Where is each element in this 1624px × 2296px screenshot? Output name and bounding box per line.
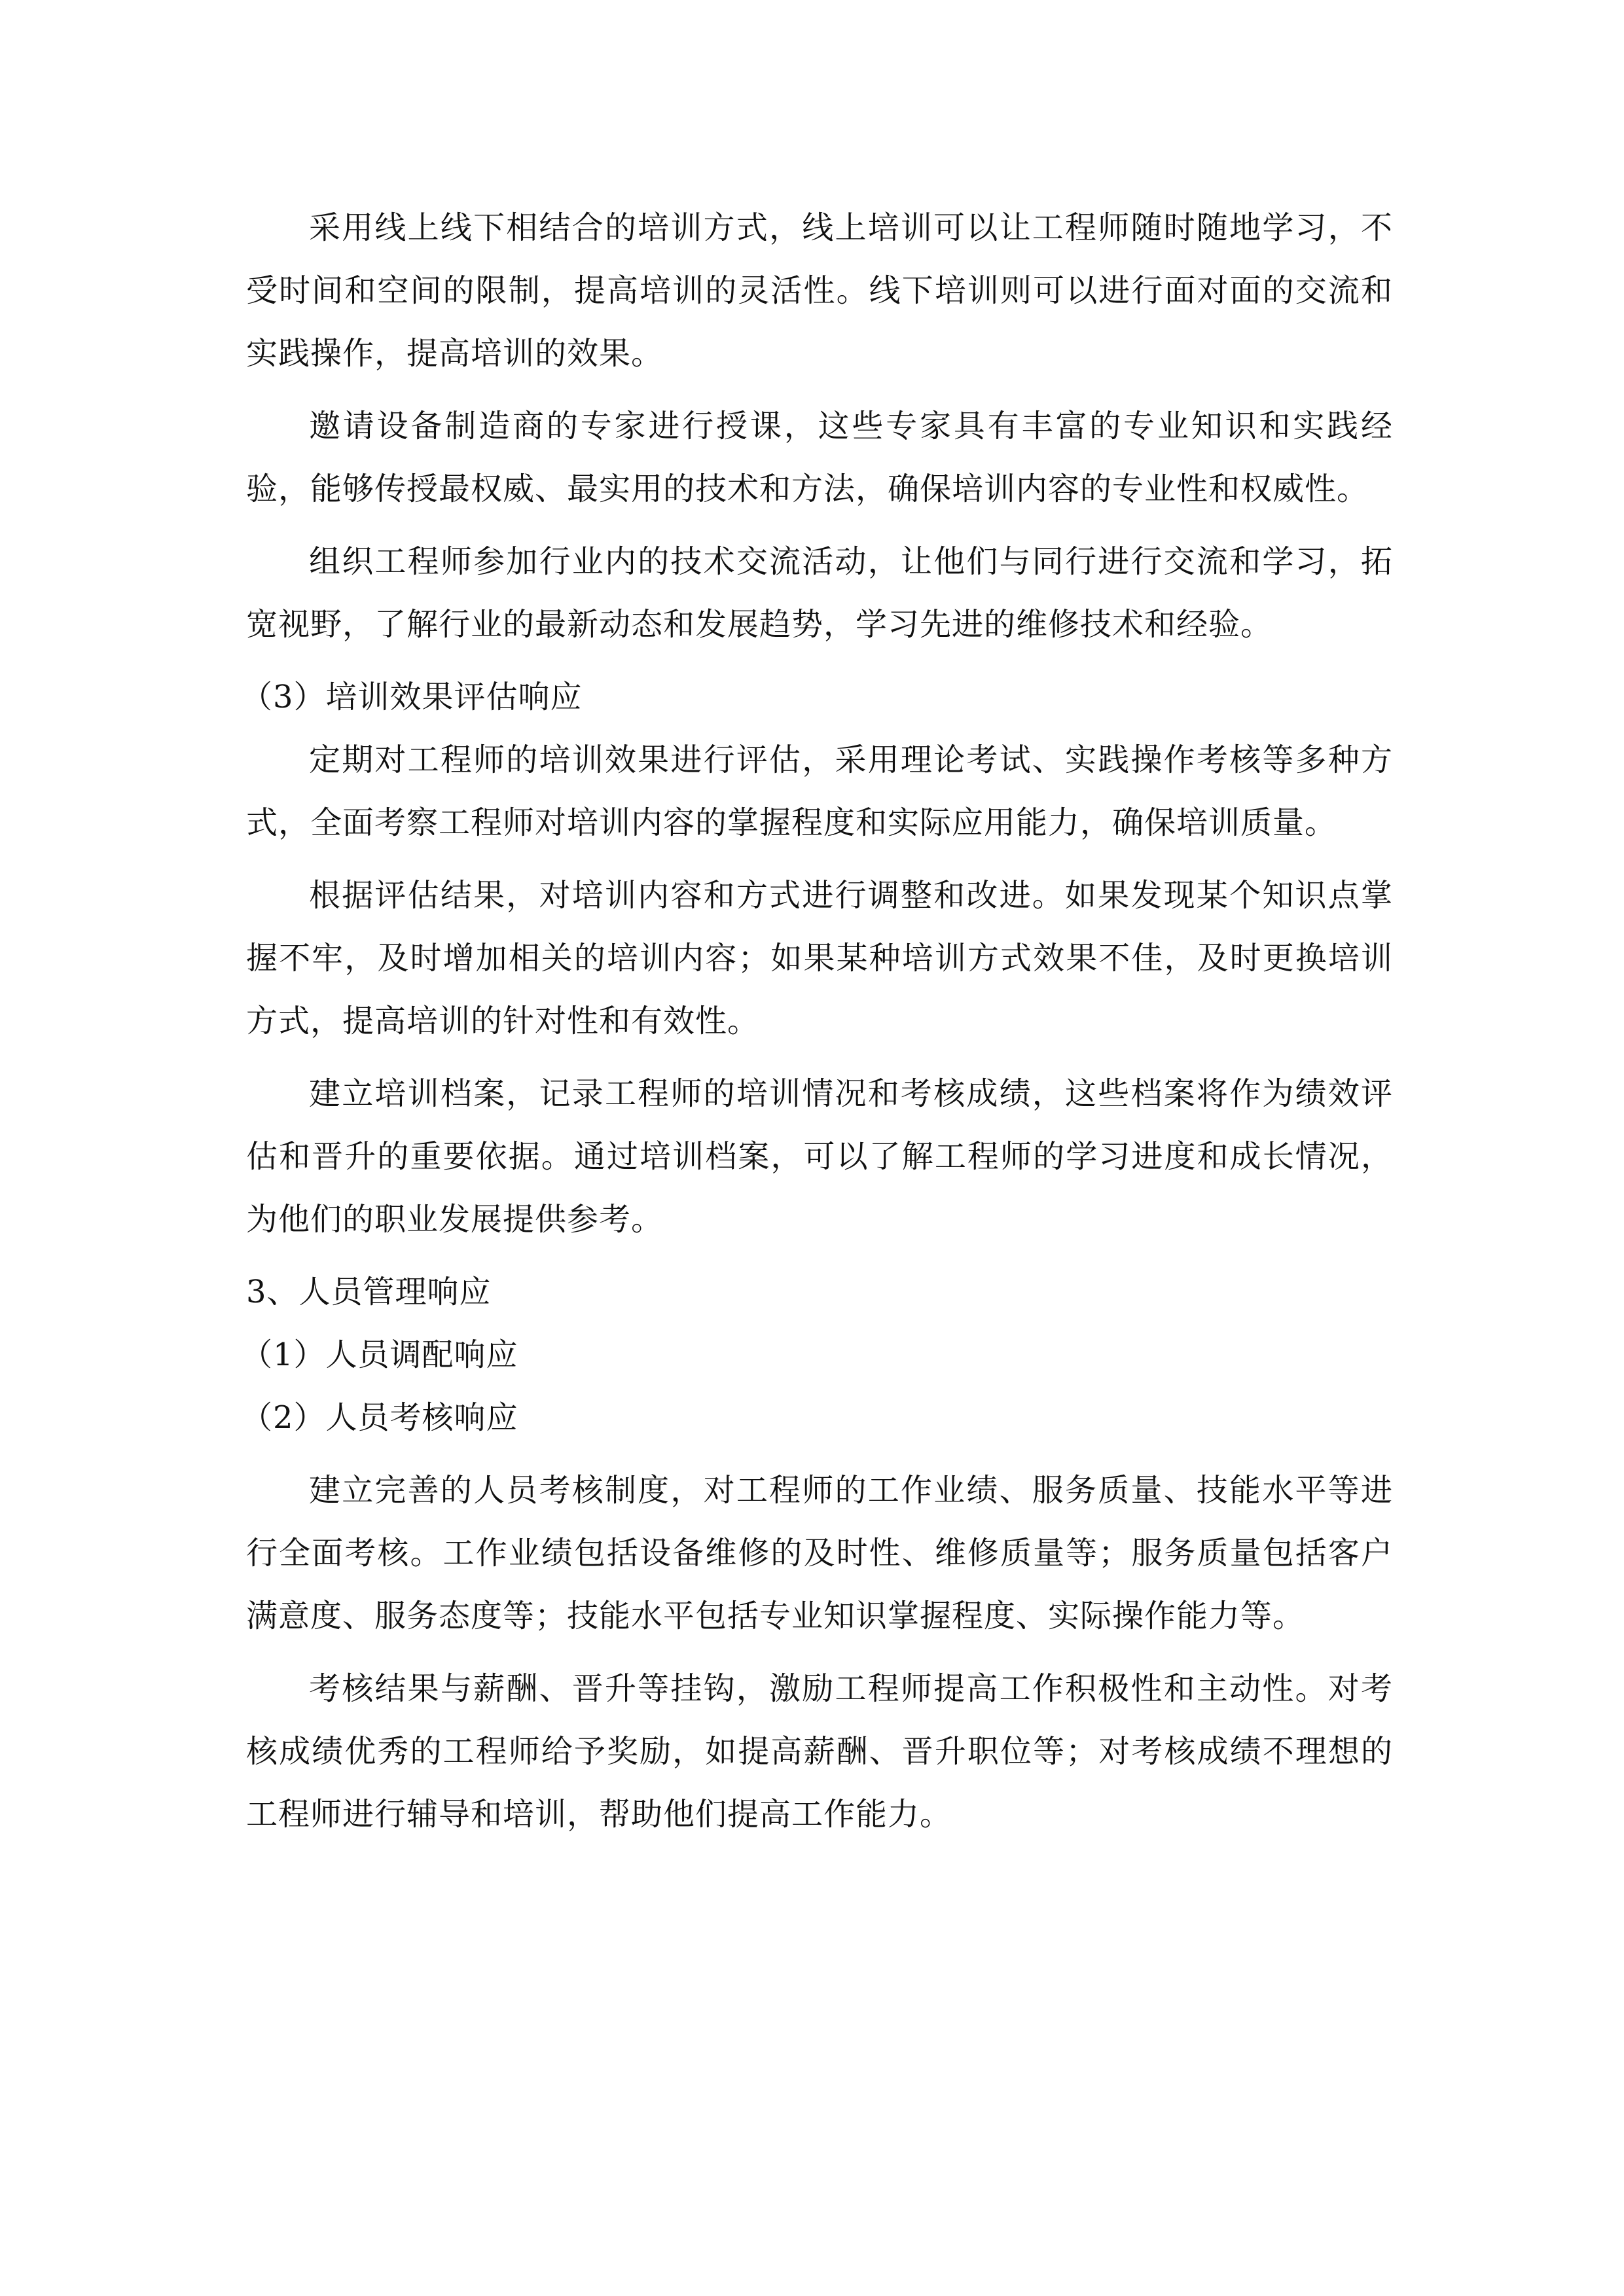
heading-training-evaluation: （3）培训效果评估响应 <box>241 679 583 715</box>
paragraph-periodic-evaluation: 定期对工程师的培训效果进行评估，采用理论考试、实践操作考核等多种方式，全面考察工程师对培训内容的掌握程度和实际应用能力，确保培训质量。 <box>246 742 1393 841</box>
paragraph-assessment-incentive: 考核结果与薪酬、晋升等挂钩，激励工程师提高工作积极性和主动性。对考核成绩优秀的工程师给予奖励，如提高薪酬、晋升职位等；对考核成绩不理想的工程师进行辅导和培训，帮助他们提高工作能力。 <box>246 1670 1393 1833</box>
paragraph-expert-lecture: 邀请设备制造商的专家进行授课，这些专家具有丰富的专业知识和实践经验，能够传授最权威、最实用的技术和方法，确保培训内容的专业性和权威性。 <box>246 408 1393 507</box>
heading-personnel-management: 3、人员管理响应 <box>246 1274 492 1310</box>
paragraph-training-method: 采用线上线下相结合的培训方式，线上培训可以让工程师随时随地学习，不受时间和空间的限制，提高培训的灵活性。线下培训则可以进行面对面的交流和实践操作，提高培训的效果。 <box>246 209 1393 372</box>
paragraph-training-archive: 建立培训档案，记录工程师的培训情况和考核成绩，这些档案将作为绩效评估和晋升的重要依据。通过培训档案，可以了解工程师的学习进度和成长情况，为他们的职业发展提供参考。 <box>246 1075 1393 1238</box>
document-page <box>241 196 1393 1856</box>
paragraph-assessment-system: 建立完善的人员考核制度，对工程师的工作业绩、服务质量、技能水平等进行全面考核。工作业绩包括设备维修的及时性、维修质量等；服务质量包括客户满意度、服务态度等；技能水平包括专业知识掌握程度、实际操作能力等。 <box>246 1472 1393 1634</box>
paragraph-adjust-improve: 根据评估结果，对培训内容和方式进行调整和改进。如果发现某个知识点掌握不牢，及时增加相关的培训内容；如果某种培训方式效果不佳，及时更换培训方式，提高培训的针对性和有效性。 <box>246 877 1393 1039</box>
paragraph-tech-exchange: 组织工程师参加行业内的技术交流活动，让他们与同行进行交流和学习，拓宽视野，了解行业的最新动态和发展趋势，学习先进的维修技术和经验。 <box>246 543 1393 643</box>
heading-personnel-assessment: （2）人员考核响应 <box>241 1399 518 1436</box>
heading-personnel-allocation: （1）人员调配响应 <box>241 1336 518 1373</box>
